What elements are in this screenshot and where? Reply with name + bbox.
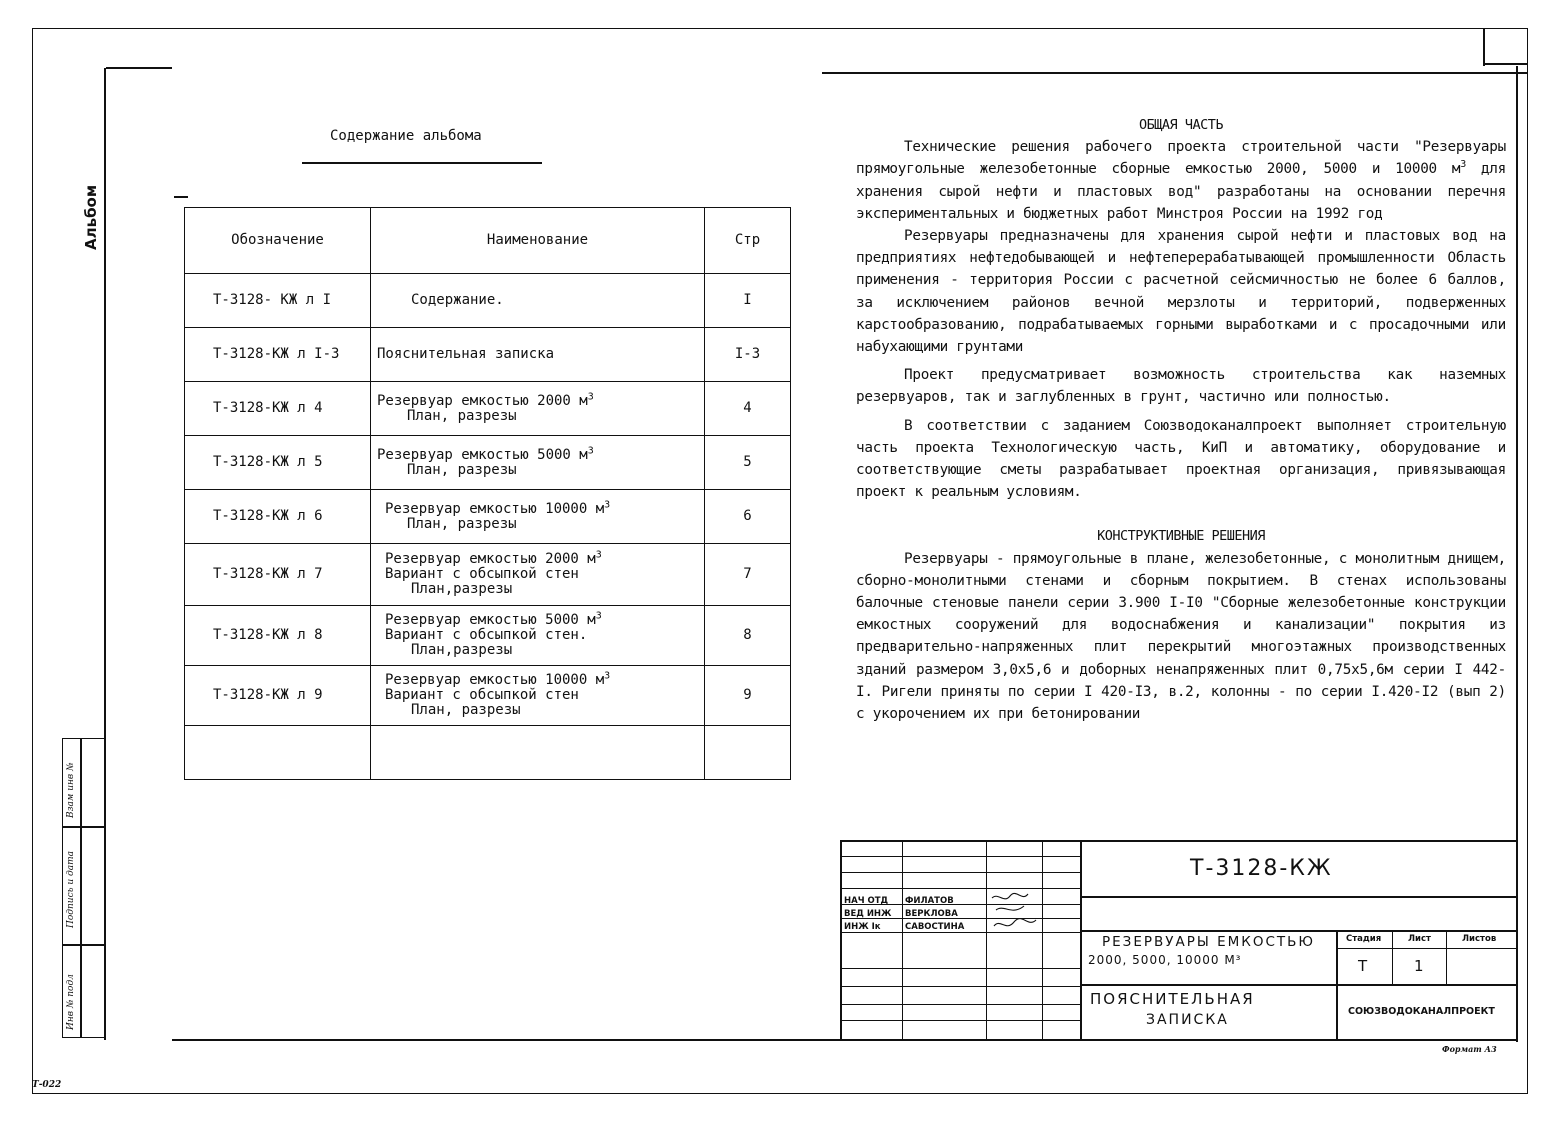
row-name-sub: Вариант с обсыпкой стен bbox=[385, 566, 579, 582]
row-name: Резервуар емкостью 2000 м bbox=[385, 551, 596, 567]
row-name: Резервуар емкостью 5000 м bbox=[377, 446, 588, 463]
row-name-cell bbox=[371, 382, 705, 436]
superscript: 3 bbox=[604, 670, 611, 682]
project-capacities: 2000, 5000, 10000 М³ bbox=[1088, 953, 1242, 967]
general-heading: ОБЩАЯ ЧАСТЬ bbox=[1139, 117, 1223, 133]
row-name-cell bbox=[371, 544, 705, 606]
signature-mark bbox=[988, 890, 1042, 940]
row-name-cell bbox=[371, 606, 705, 666]
table-row bbox=[185, 436, 791, 490]
title-underline bbox=[302, 162, 542, 164]
corner-code: Т-022 bbox=[32, 1080, 62, 1090]
sheet-title: ПОЯСНИТЕЛЬНАЯ bbox=[1090, 990, 1255, 1008]
album-label: Альбом bbox=[82, 184, 100, 250]
row-name: Пояснительная записка bbox=[371, 328, 705, 382]
sheet-title: ЗАПИСКА bbox=[1146, 1012, 1229, 1028]
inner-top-rule-right bbox=[822, 72, 1528, 74]
row-name-sub: План, разрезы bbox=[411, 702, 521, 718]
row-page: I-3 bbox=[705, 328, 791, 382]
row-name: Резервуар емкостью 2000 м bbox=[377, 392, 588, 409]
project-name: РЕЗЕРВУАРЫ ЕМКОСТЬЮ bbox=[1102, 934, 1315, 950]
inner-top-rule bbox=[106, 67, 172, 69]
row-name-sub: Вариант с обсыпкой стен bbox=[385, 687, 579, 703]
format-label: Формат А3 bbox=[1442, 1044, 1497, 1054]
stage-label: Стадия bbox=[1346, 934, 1382, 944]
stamp-divider bbox=[62, 826, 106, 828]
superscript: 3 bbox=[595, 549, 602, 561]
design-heading: КОНСТРУКТИВНЫЕ РЕШЕНИЯ bbox=[1097, 528, 1265, 545]
col-header-code: Обозначение bbox=[185, 208, 371, 274]
superscript: 3 bbox=[595, 610, 602, 622]
row-name-sub: Вариант с обсыпкой стен. bbox=[385, 627, 588, 643]
doc-code: Т-3128-КЖ bbox=[1190, 856, 1333, 881]
col-header-page: Стр bbox=[705, 208, 791, 274]
superscript: 3 bbox=[587, 444, 594, 456]
table-row bbox=[185, 544, 791, 606]
row-page: 6 bbox=[705, 490, 791, 544]
row-code: Т-3128-КЖ л 5 bbox=[185, 436, 371, 490]
row-name-sub: План,разрезы bbox=[411, 581, 513, 597]
row-name: Резервуар емкостью 10000 м bbox=[385, 500, 605, 517]
row-page: 7 bbox=[705, 544, 791, 606]
table-row bbox=[185, 490, 791, 544]
role: НАЧ ОТД bbox=[844, 896, 889, 906]
stamp-divider bbox=[80, 738, 82, 1038]
sheet-value: 1 bbox=[1414, 957, 1426, 975]
paragraph: Технические решения рабочего проекта строительной части "Резервуары прямоугольные железобетонные сборные емкостью 2000, 5000 и 10000 $м^3$ для хранения сырой нефти и пластовых вод" разработаны на основании перечня экспериментальных и бюджетных работ Минстроя России на 1992 год bbox=[856, 139, 1506, 222]
inner-bottom-rule bbox=[172, 1039, 1518, 1041]
row-page: 4 bbox=[705, 382, 791, 436]
row-code: Т-3128-КЖ л 6 bbox=[185, 490, 371, 544]
contents-title: Содержание альбома bbox=[330, 128, 482, 144]
row-page: 8 bbox=[705, 606, 791, 666]
paragraph: Резервуары предназначены для хранения сырой нефти и пластовых вод на предприятиях нефтедобывающей и нефтеперерабатывающей промышленности Область применения - территория России с расчетной сейсмичностью не более 6 баллов, за исключением районов вечной мерзлоты и территорий, подверженных карстообразованию, подрабатываемых горными выработками и с просадочными или набухающими грунтами bbox=[856, 228, 1506, 356]
person-name: САВОСТИНА bbox=[905, 922, 965, 932]
col-header-name: Наименование bbox=[371, 208, 705, 274]
corner-mark-h bbox=[1483, 63, 1528, 65]
paragraph: Резервуары - прямоугольные в плане, железобетонные, с монолитным днищем, сборно-монолитными стенами и сборным покрытием. В стенах использованы балочные стеновые панели серии 3.900 I-I0 "Сборные железобетонные конструкции емкостных сооружений для водоснабжения и канализации" покрытия из предварительно-напряженных плит перекрытий многоэтажных производственных зданий размером 3,0х5,6 и доборных ненапряженных плит 0,75х5,6м серии I 442-I. Ригели приняты по серии I 420-I3, в.2, колонны - по серии I.420-I2 (вып 2) с укорочением их при бетонировании bbox=[856, 550, 1506, 723]
row-code: Т-3128-КЖ л I-3 bbox=[185, 328, 371, 382]
sheet-label: Лист bbox=[1408, 934, 1431, 944]
contents-table bbox=[184, 207, 791, 780]
sheets-label: Листов bbox=[1462, 934, 1497, 944]
superscript: 3 bbox=[587, 390, 594, 402]
stamp-label: Подпись и дата bbox=[66, 851, 76, 928]
person-name: ВЕРКЛОВА bbox=[905, 909, 958, 919]
row-code: Т-3128-КЖ л 7 bbox=[185, 544, 371, 606]
row-code: Т-3128-КЖ л 8 bbox=[185, 606, 371, 666]
table-row bbox=[185, 666, 791, 726]
table-row bbox=[185, 382, 791, 436]
row-name-sub: План, разрезы bbox=[407, 515, 517, 532]
table-top-tick bbox=[174, 196, 188, 198]
stamp-label: Взам инв № bbox=[66, 762, 76, 818]
table-row bbox=[185, 606, 791, 666]
row-name-cell bbox=[371, 490, 705, 544]
table-header bbox=[185, 208, 791, 274]
corner-mark bbox=[1483, 28, 1485, 66]
row-page: 9 bbox=[705, 666, 791, 726]
stamp-divider bbox=[62, 944, 106, 946]
row-name: Содержание. bbox=[371, 274, 705, 328]
row-name-cell bbox=[371, 436, 705, 490]
row-page: I bbox=[705, 274, 791, 328]
explanatory-notes bbox=[856, 114, 1506, 725]
row-name-sub: План, разрезы bbox=[407, 461, 517, 478]
row-name: Резервуар емкостью 5000 м bbox=[385, 612, 596, 628]
paragraph: В соответствии с заданием Союзводоканалпроект выполняет строительную часть проекта Технологическую часть, КиП и автоматику, оборудование и соответствующие сметы разрабатывает проектная организация, привязывающая проект к реальным условиям. bbox=[856, 417, 1506, 501]
role: ВЕД ИНЖ bbox=[844, 909, 892, 919]
stage-value: Т bbox=[1358, 957, 1370, 975]
row-name-sub: План, разрезы bbox=[407, 407, 517, 424]
table-row-empty bbox=[185, 726, 791, 780]
row-code: Т-3128-КЖ л 4 bbox=[185, 382, 371, 436]
person-name: ФИЛАТОВ bbox=[905, 896, 954, 906]
superscript: 3 bbox=[604, 498, 611, 510]
table-row bbox=[185, 328, 791, 382]
table-row bbox=[185, 274, 791, 328]
row-name-sub: План,разрезы bbox=[411, 642, 513, 658]
row-code: Т-3128- КЖ л I bbox=[185, 274, 371, 328]
row-page: 5 bbox=[705, 436, 791, 490]
organization: СОЮЗВОДОКАНАЛПРОЕКТ bbox=[1348, 1006, 1495, 1017]
paragraph: Проект предусматривает возможность строительства как наземных резервуаров, так и заглубленных в грунт, частично или полностью. bbox=[856, 367, 1506, 406]
row-code: Т-3128-КЖ л 9 bbox=[185, 666, 371, 726]
row-name: Резервуар емкостью 10000 м bbox=[385, 672, 605, 688]
role: ИНЖ Iк bbox=[844, 922, 881, 932]
row-name-cell bbox=[371, 666, 705, 726]
stamp-label: Инв № подл bbox=[66, 974, 76, 1030]
